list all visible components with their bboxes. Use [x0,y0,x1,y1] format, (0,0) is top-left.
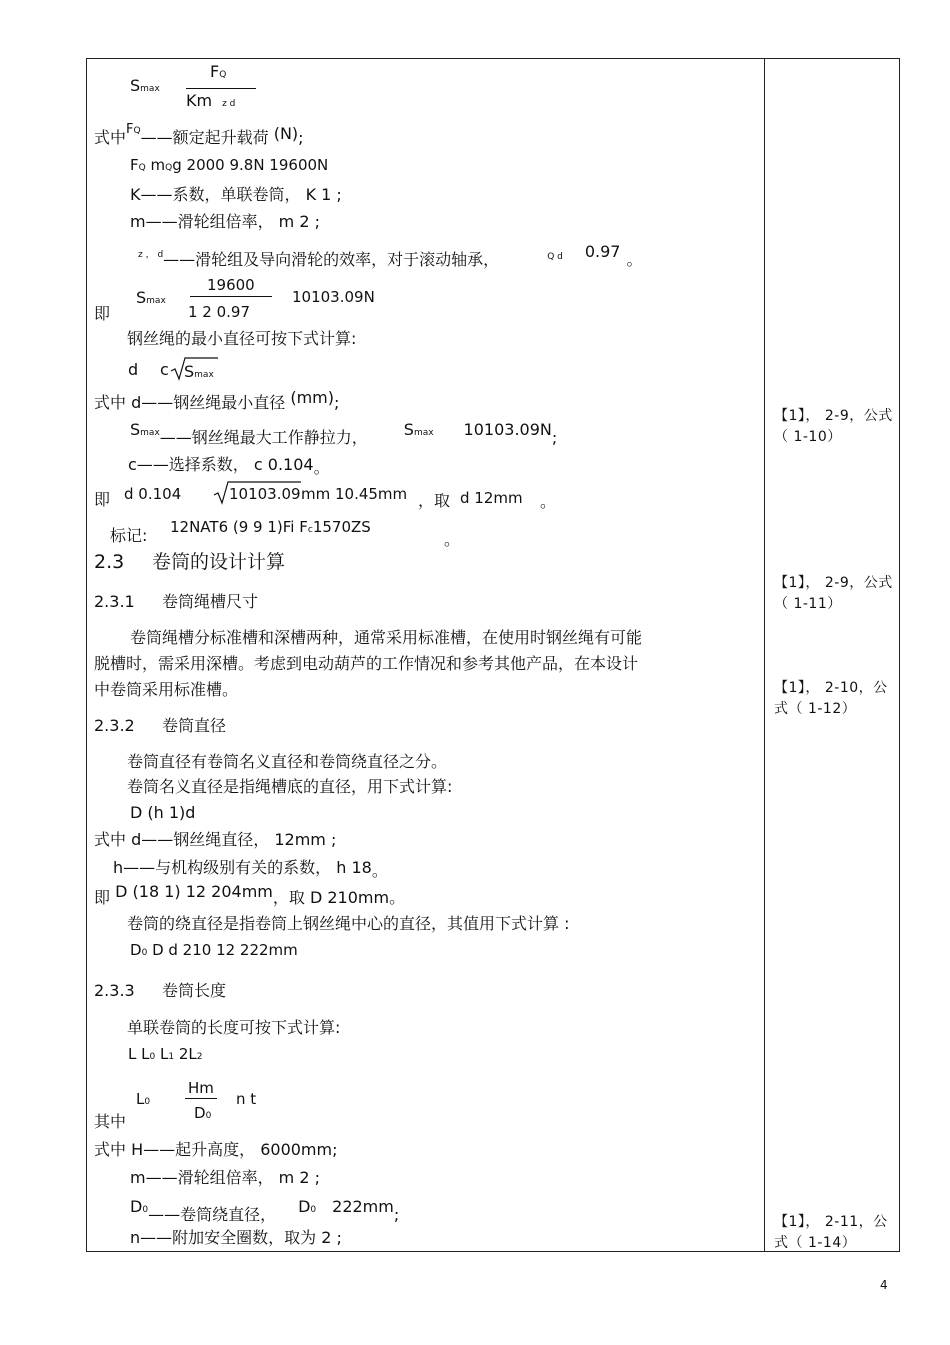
reference-note: 【1】， 2-9，公式（ 1-11） [774,575,893,612]
section-2-3-2-title: 卷筒直径 [162,716,227,735]
fraction-bar [190,296,272,297]
m-definition-2: m——滑轮组倍率， m 2 ; [130,1168,321,1187]
smax-calc-numerator: 19600 [207,276,255,294]
d-calc-take-value: d 12mm [460,489,523,507]
section-2-3-title: 卷筒的设计计算 [152,551,286,573]
d-calc-pre: d 0.104 [124,485,182,503]
mark-value: 12NAT6 (9 9 1)Fi Fc1570ZS [170,518,371,536]
formula-L0-lhs: L0 [136,1090,151,1108]
D-calc: 即 D (18 1) 12 204mm，取 D 210mm。 [94,882,406,907]
eta-definition: $^{z , d}$——滑轮组及导向滑轮的效率，对于滚动轴承， $^{Q d}$ 0.97 。 [138,242,643,269]
D0-definition: $D^0——$卷筒绕直径， $D^0$ 222mm; [130,1197,400,1224]
reference-note: 【1】， 2-11，公式（ 1-14） [774,1214,888,1251]
section-2-3-3-number: 2.3.3 [94,981,135,1000]
fraction-bar [186,88,256,89]
formula-L0-prefix: 其中 [94,1112,127,1131]
groove-paragraph-line-2: 脱槽时，需采用深槽。考虑到电动葫芦的工作情况和参考其他产品，在本设计 [94,654,639,673]
d-definition-2: 式中 d——钢丝绳直径， 12mm ; [94,830,337,849]
d-calc-tail: 。 [540,492,557,511]
m-definition: m——滑轮组倍率， m 2 ; [130,212,321,231]
diameter-intro-1: 卷筒直径有卷筒名义直径和卷筒绕直径之分。 [127,752,448,771]
mark-tail: 。 [444,530,461,549]
fq-definition: 式中$^{FQ}$——额定起升载荷 (N); [94,122,304,147]
mark-label: 标记: [110,526,148,545]
fq-calculation: FQ mQg 2000 9.8N 19600N [130,156,329,174]
fraction-bar [185,1098,217,1099]
D0-intro: 卷筒的绕直径是指卷筒上钢丝绳中心的直径，其值用下式计算 : [127,914,570,933]
formula-L: L L0 L1 2L2 [128,1045,203,1063]
H-definition: 式中 H——起升高度， 6000mm; [94,1140,338,1159]
smax-definition: $S^{max}——$钢丝绳最大工作静拉力， $S^{max}$ 10103.09N; [130,420,558,447]
smax-calc-lhs: Smax [136,288,166,307]
formula-d-radicand: Smax [184,362,214,381]
c-definition: c——选择系数， c 0.104。 [128,455,330,477]
d-calc-post: mm 10.45mm [301,485,408,503]
smax-calc-result: 10103.09N [292,288,375,306]
reference-note: 【1】， 2-9，公式（ 1-10） [774,408,893,445]
smax-calc-denominator: 1 2 0.97 [188,303,251,321]
diameter-intro-2: 卷筒名义直径是指绳槽底的直径，用下式计算: [127,777,453,796]
d-definition: 式中 d——钢丝绳最小直径 (mm); [94,388,340,412]
D0-calc: D0 D d 210 12 222mm [130,941,298,959]
groove-paragraph-line-1: 卷筒绳槽分标准槽和深槽两种，通常采用标准槽，在使用时钢丝绳有可能 [130,628,643,647]
formula-smax-numerator: FQ [210,62,227,81]
page-number: 4 [880,1278,888,1292]
formula-d-lhs: d [128,360,139,379]
formula-D: D (h 1)d [130,803,196,822]
smax-calc-prefix: 即 [94,304,111,323]
section-2-3-3-title: 卷筒长度 [162,981,227,1000]
length-intro: 单联卷筒的长度可按下式计算: [127,1018,341,1037]
formula-L0-tail: n t [236,1090,257,1108]
formula-d-c: c [160,360,169,379]
d-calc-take: ，取 [418,491,451,510]
section-2-3-1-number: 2.3.1 [94,592,135,611]
h-definition: h——与机构级别有关的系数， h 18。 [113,858,388,880]
groove-paragraph-line-3: 中卷筒采用标准槽。 [94,680,239,699]
reference-note: 【1】， 2-10，公式（ 1-12） [774,680,888,717]
d-calc-prefix: 即 [94,490,111,509]
section-2-3-1-title: 卷筒绳槽尺寸 [162,592,259,611]
column-divider [764,58,765,1252]
formula-L0-denominator: D0 [194,1104,212,1122]
formula-L0-numerator: Hm [188,1079,214,1097]
formula-smax-lhs: Smax [130,76,160,95]
section-2-3-number: 2.3 [94,551,125,573]
formula-smax-denominator: Km z d [186,91,236,110]
section-2-3-2-number: 2.3.2 [94,716,135,735]
k-definition: K——系数，单联卷筒， K 1 ; [130,185,342,204]
rope-intro: 钢丝绳的最小直径可按下式计算: [127,329,357,348]
n-definition: n——附加安全圈数，取为 2 ; [130,1228,342,1247]
d-calc-radicand: 10103.09 [229,485,301,503]
